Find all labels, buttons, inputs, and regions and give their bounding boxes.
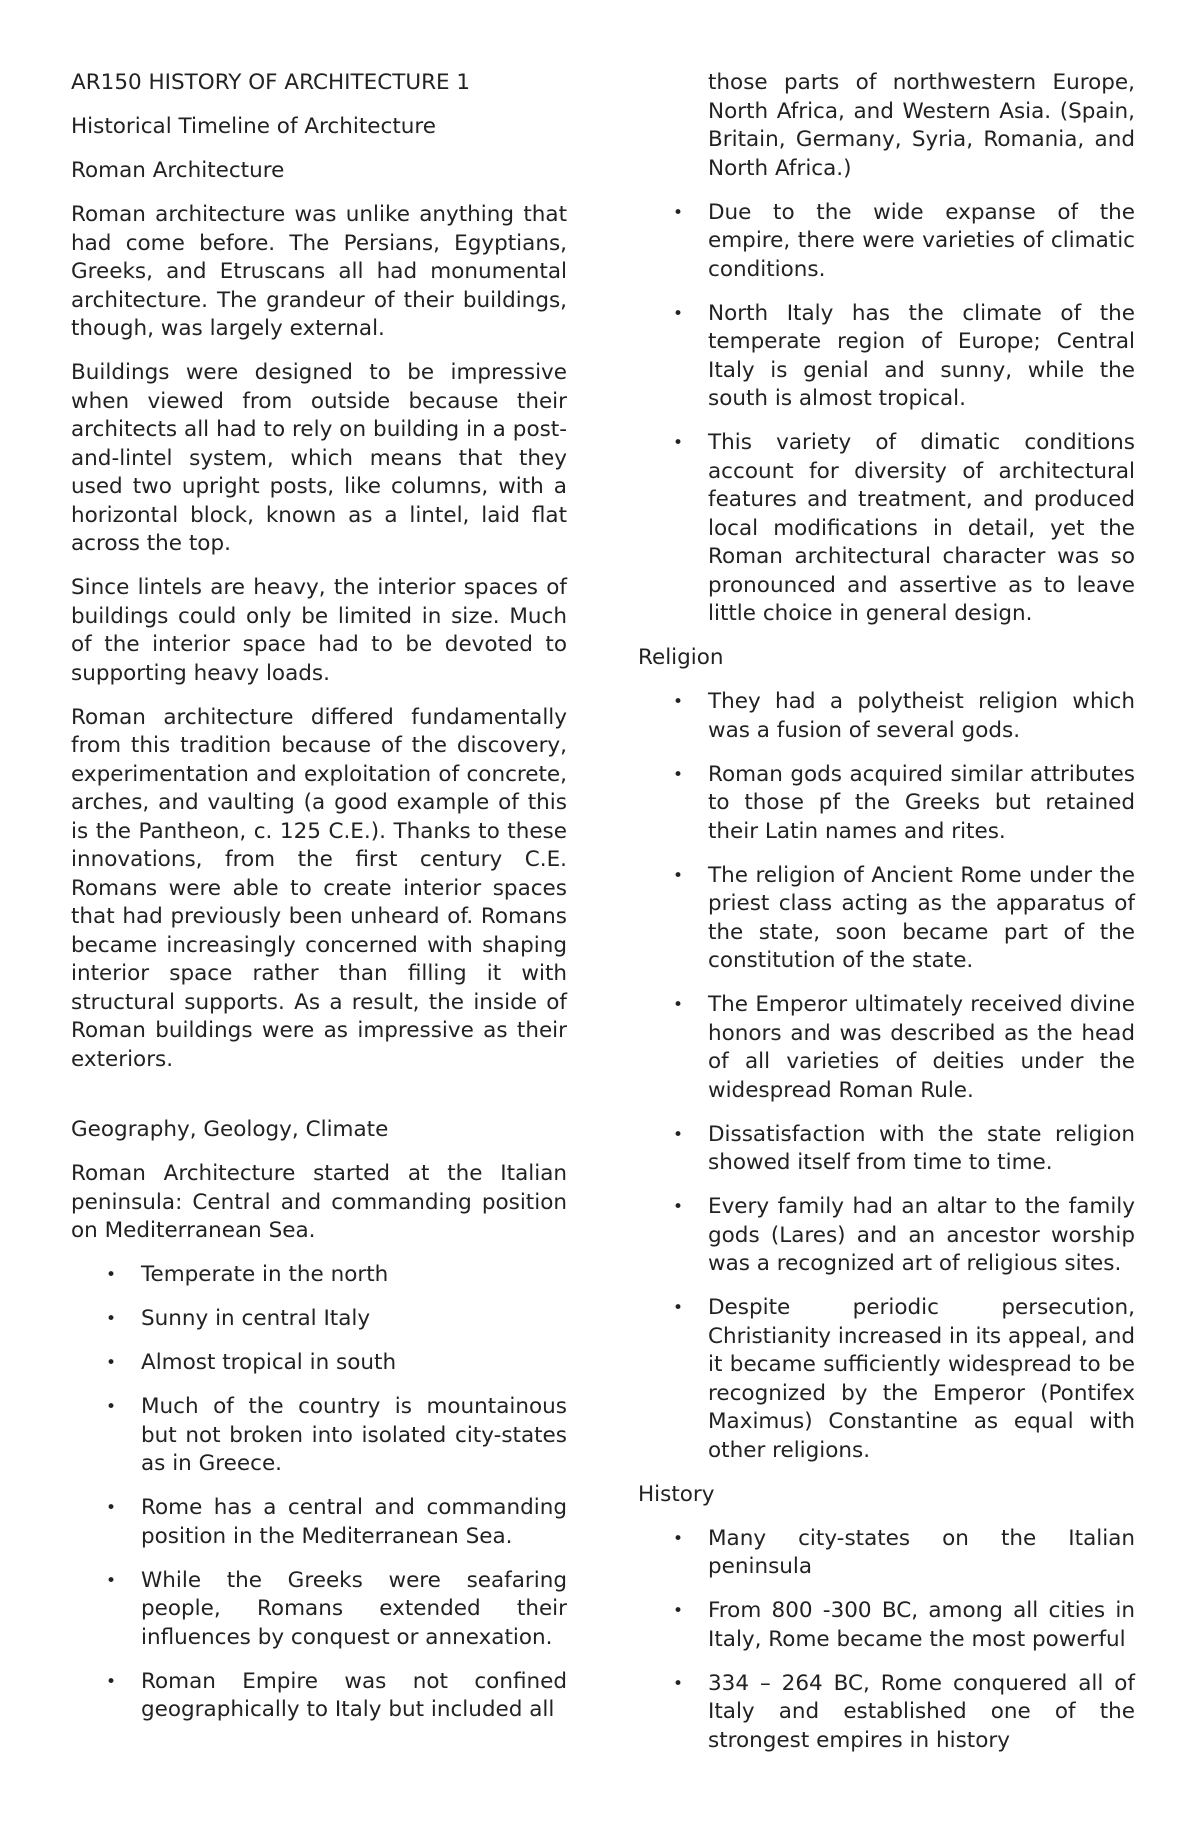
list-item: • 334 – 264 BC, Rome conquered all of Italy and established one of the strongest empires in history	[638, 1670, 1135, 1756]
list-item: • The religion of Ancient Rome under the priest class acting as the apparatus of the state, soon became part of the constitution of the state.	[638, 862, 1135, 976]
list-item: • Sunny in central Italy	[71, 1305, 567, 1334]
religion-bullet-list	[638, 688, 1135, 1465]
list-item: • Temperate in the north	[71, 1261, 567, 1290]
history-heading: History	[638, 1481, 715, 1507]
geography-continuation: those parts of northwestern Europe, North Africa, and Western Asia. (Spain, Britain, Germany, Syria, Romania, and North Africa.)	[708, 70, 1135, 181]
list-item: • They had a polytheist religion which was a fusion of several gods.	[638, 688, 1135, 745]
left-column	[71, 69, 567, 1740]
geography-heading: Geography, Geology, Climate	[71, 1117, 389, 1142]
right-column	[638, 69, 1135, 1771]
intro-paragraph: Buildings were designed to be impressive when viewed from outside because their architects all had to rely on building in a post-and-lintel system, which means that they used two upright posts, like columns, with a horizontal block, known as a lintel, laid flat across the top.	[71, 360, 567, 556]
geography-bullet-list	[71, 1261, 567, 1725]
intro-paragraph: Since lintels are heavy, the interior spaces of buildings could only be limited in size. Much of the interior space had to be devoted to supporting heavy loads.	[71, 575, 567, 686]
list-item: • While the Greeks were seafaring people, Romans extended their influences by conquest or annexation.	[71, 1567, 567, 1653]
subtitle: Historical Timeline of Architecture	[71, 114, 436, 139]
list-item: • Almost tropical in south	[71, 1349, 567, 1378]
list-item: • Due to the wide expanse of the empire, there were varieties of climatic conditions.	[638, 199, 1135, 285]
list-item: • This variety of dimatic conditions account for diversity of architectural features and treatment, and produced local modifications in detail, yet the Roman architectural character was so pronounced and assertive as to leave little choice in general design.	[638, 429, 1135, 629]
list-item: • Roman Empire was not confined geographically to Italy but included all	[71, 1668, 567, 1725]
list-item: • North Italy has the climate of the temperate region of Europe; Central Italy is genial and sunny, while the south is almost tropical.	[638, 300, 1135, 414]
intro-paragraph: Roman architecture differed fundamentally from this tradition because of the discovery, experimentation and exploitation of concrete, arches, and vaulting (a good example of this is the Pantheon, c. 125 C.E.). Thanks to these innovations, from the first century C.E. Romans were able to create interior spaces that had previously been unheard of. Romans became increasingly concerned with shaping interior space rather than filling it with structural supports. As a result, the inside of Roman buildings were as impressive as their exteriors.	[71, 704, 567, 1072]
geography-intro: Roman Architecture started at the Italian peninsula: Central and commanding position on Mediterranean Sea.	[71, 1161, 567, 1243]
list-item: • Despite periodic persecution, Christianity increased in its appeal, and it became sufficiently widespread to be recognized by the Emperor (Pontifex Maximus) Constantine as equal with other religions.	[638, 1294, 1135, 1465]
list-item: • Roman gods acquired similar attributes to those pf the Greeks but retained their Latin names and rites.	[638, 761, 1135, 847]
climate-bullet-list	[638, 199, 1135, 629]
list-item: • The Emperor ultimately received divine honors and was described as the head of all varieties of deities under the widespread Roman Rule.	[638, 991, 1135, 1105]
list-item: • Dissatisfaction with the state religion showed itself from time to time.	[638, 1121, 1135, 1178]
section-title: Roman Architecture	[71, 158, 285, 183]
history-bullet-list	[638, 1525, 1135, 1756]
list-item: • Many city-states on the Italian peninsula	[638, 1525, 1135, 1582]
list-item: • Much of the country is mountainous but not broken into isolated city-states as in Greece.	[71, 1393, 567, 1479]
list-item: • Rome has a central and commanding position in the Mediterranean Sea.	[71, 1494, 567, 1551]
intro-paragraph: Roman architecture was unlike anything that had come before. The Persians, Egyptians, Greeks, and Etruscans all had monumental architecture. The grandeur of their buildings, though, was largely external.	[71, 202, 567, 341]
course-title: AR150 HISTORY OF ARCHITECTURE 1	[71, 70, 471, 95]
list-item: • From 800 -300 BC, among all cities in Italy, Rome became the most powerful	[638, 1597, 1135, 1654]
religion-heading: Religion	[638, 645, 724, 670]
list-item: • Every family had an altar to the family gods (Lares) and an ancestor worship was a recognized art of religious sites.	[638, 1193, 1135, 1279]
